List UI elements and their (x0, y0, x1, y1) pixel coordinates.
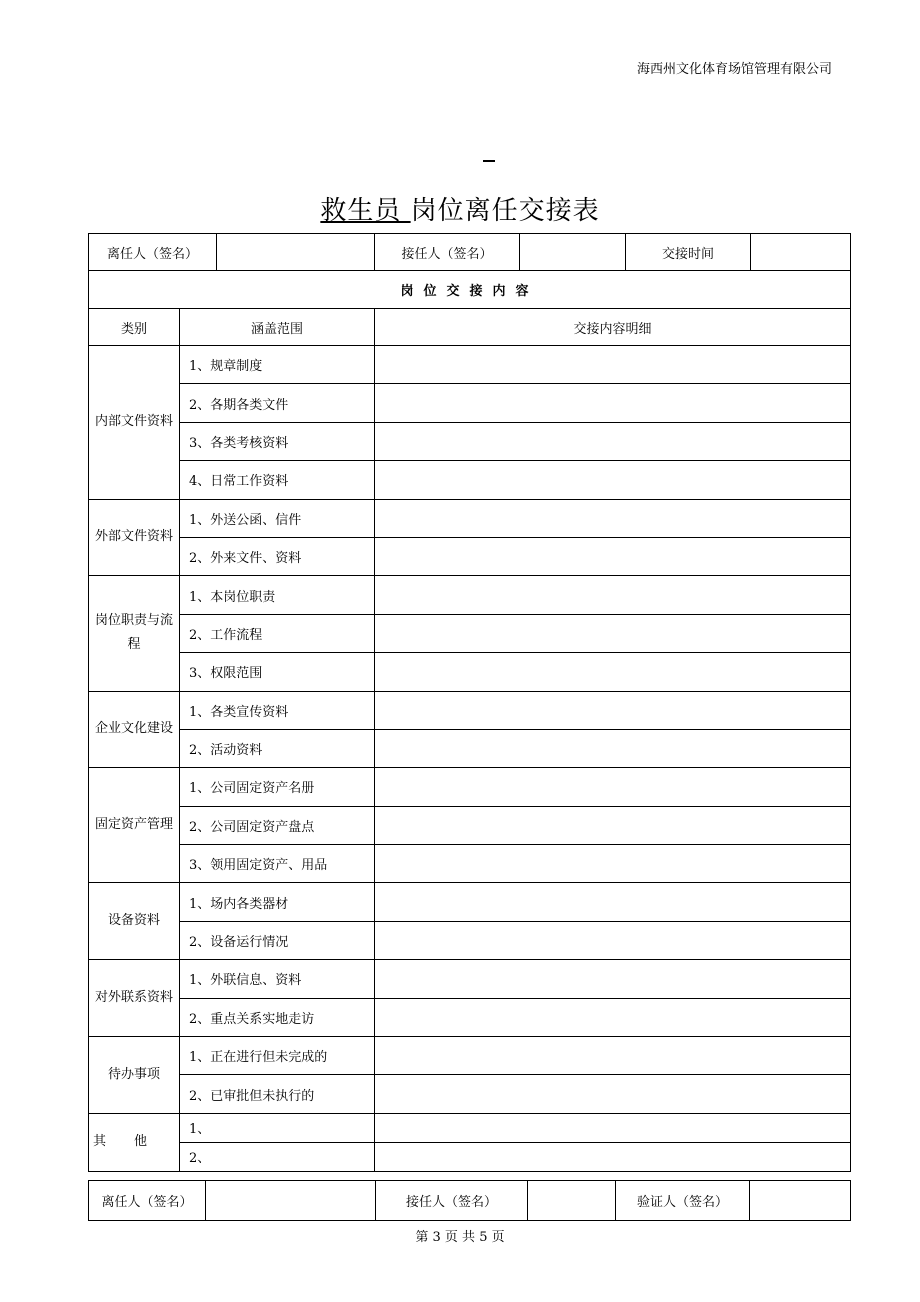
detail-input[interactable] (375, 499, 851, 537)
footer-leaver-sign-field[interactable] (206, 1181, 376, 1221)
detail-input[interactable] (375, 768, 851, 806)
scope-item: 1、 (180, 1113, 375, 1142)
scope-item: 1、本岗位职责 (180, 576, 375, 614)
table-row (89, 346, 851, 384)
scope-item: 3、各类考核资料 (180, 422, 375, 460)
category-cell: 企业文化建设 (89, 691, 180, 768)
detail-input[interactable] (375, 384, 851, 422)
title-blank-dash (483, 160, 495, 162)
table-row (89, 384, 851, 422)
category-cell: 设备资料 (89, 883, 180, 960)
handover-time-label: 交接时间 (626, 234, 751, 271)
table-row (89, 576, 851, 614)
table-row (89, 461, 851, 499)
detail-input[interactable] (375, 960, 851, 998)
column-header-detail: 交接内容明细 (375, 309, 851, 346)
table-row (89, 960, 851, 998)
detail-input[interactable] (375, 576, 851, 614)
table-row (89, 499, 851, 537)
footer-verifier-sign-field[interactable] (750, 1181, 851, 1221)
detail-input[interactable] (375, 346, 851, 384)
table-row (89, 1113, 851, 1142)
scope-item: 2、各期各类文件 (180, 384, 375, 422)
detail-input[interactable] (375, 998, 851, 1036)
table-row (89, 1037, 851, 1075)
handover-table (88, 233, 851, 1172)
scope-item: 1、公司固定资产名册 (180, 768, 375, 806)
table-row (89, 1142, 851, 1171)
detail-input[interactable] (375, 1142, 851, 1171)
table-row (89, 691, 851, 729)
scope-item: 4、日常工作资料 (180, 461, 375, 499)
scope-item: 2、已审批但未执行的 (180, 1075, 375, 1113)
receiver-label: 接任人（签名） (375, 234, 520, 271)
footer-receiver-label: 接任人（签名） (376, 1181, 528, 1221)
table-row (89, 614, 851, 652)
table-row (89, 653, 851, 691)
detail-input[interactable] (375, 422, 851, 460)
page-number: 第 3 页 共 5 页 (415, 1230, 505, 1245)
category-cell: 内部文件资料 (89, 346, 180, 500)
detail-input[interactable] (375, 691, 851, 729)
signature-footer-table (88, 1180, 851, 1221)
category-cell: 对外联系资料 (89, 960, 180, 1037)
footer-verifier-label: 验证人（签名） (616, 1181, 750, 1221)
detail-input[interactable] (375, 845, 851, 883)
detail-input[interactable] (375, 921, 851, 959)
detail-input[interactable] (375, 1113, 851, 1142)
handover-time-field[interactable] (751, 234, 851, 271)
scope-item: 2、活动资料 (180, 729, 375, 767)
table-row (89, 768, 851, 806)
title-text: 岗位离任交接表 (410, 196, 600, 226)
table-row (89, 883, 851, 921)
footer-receiver-sign-field[interactable] (528, 1181, 616, 1221)
table-row (89, 806, 851, 844)
position-name: 救生员 (320, 196, 411, 226)
leaver-label: 离任人（签名） (89, 234, 217, 271)
column-header-scope: 涵盖范围 (180, 309, 375, 346)
scope-item: 3、权限范围 (180, 653, 375, 691)
scope-item: 2、设备运行情况 (180, 921, 375, 959)
section-title: 岗位交接内容 (89, 271, 851, 309)
scope-item: 1、规章制度 (180, 346, 375, 384)
scope-item: 2、工作流程 (180, 614, 375, 652)
page-title (0, 190, 920, 227)
table-row (89, 998, 851, 1036)
scope-item: 1、各类宣传资料 (180, 691, 375, 729)
leaver-sign-field[interactable] (217, 234, 375, 271)
table-row (89, 422, 851, 460)
detail-input[interactable] (375, 729, 851, 767)
category-cell: 固定资产管理 (89, 768, 180, 883)
scope-item: 2、外来文件、资料 (180, 537, 375, 575)
scope-item: 1、场内各类器材 (180, 883, 375, 921)
table-row (89, 845, 851, 883)
receiver-sign-field[interactable] (520, 234, 626, 271)
detail-input[interactable] (375, 1075, 851, 1113)
column-header-category: 类别 (89, 309, 180, 346)
scope-item: 1、外送公函、信件 (180, 499, 375, 537)
scope-item: 1、正在进行但未完成的 (180, 1037, 375, 1075)
company-header: 海西州文化体育场馆管理有限公司 (636, 62, 832, 77)
detail-input[interactable] (375, 1037, 851, 1075)
category-cell: 待办事项 (89, 1037, 180, 1114)
category-cell: 外部文件资料 (89, 499, 180, 576)
scope-item: 1、外联信息、资料 (180, 960, 375, 998)
scope-item: 2、重点关系实地走访 (180, 998, 375, 1036)
detail-input[interactable] (375, 537, 851, 575)
footer-leaver-label: 离任人（签名） (89, 1181, 206, 1221)
detail-input[interactable] (375, 614, 851, 652)
scope-item: 2、 (180, 1142, 375, 1171)
table-row (89, 537, 851, 575)
scope-item: 3、领用固定资产、用品 (180, 845, 375, 883)
detail-input[interactable] (375, 653, 851, 691)
category-cell: 岗位职责与流程 (89, 576, 180, 691)
table-row (89, 729, 851, 767)
scope-item: 2、公司固定资产盘点 (180, 806, 375, 844)
table-row (89, 921, 851, 959)
detail-input[interactable] (375, 461, 851, 499)
detail-input[interactable] (375, 806, 851, 844)
category-cell: 其他 (89, 1113, 180, 1171)
detail-input[interactable] (375, 883, 851, 921)
table-row (89, 1075, 851, 1113)
